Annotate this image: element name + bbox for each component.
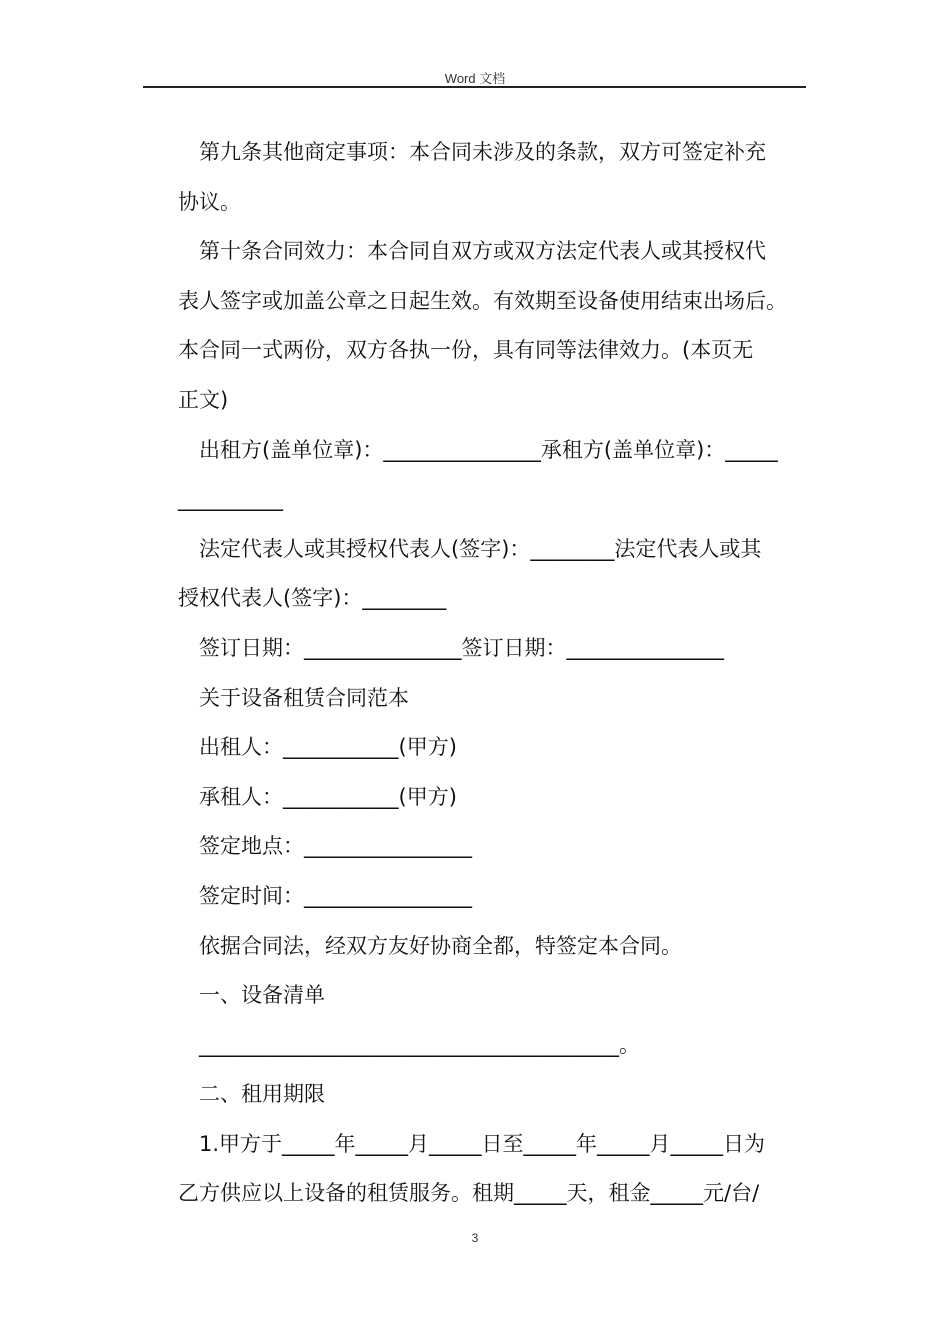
paragraph [178, 1070, 818, 1120]
text-line: 表人签字或加盖公章之日起生效。有效期至设备使用结束出场后。 [178, 288, 787, 313]
text-line: 乙方供应以上设备的租赁服务。租期_____天，租金_____元/台/ [178, 1181, 760, 1206]
text-line: 关于设备租赁合同范本 [199, 685, 409, 710]
paragraph [178, 128, 818, 227]
paragraph [178, 525, 818, 624]
paragraph [178, 1120, 818, 1219]
text-line: 二、租用期限 [199, 1082, 325, 1107]
text-line: 一、设备清单 [199, 983, 325, 1008]
text-line: 出租方(盖单位章)：_______________承租方(盖单位章)：_____ [199, 437, 778, 462]
text-line: 签订日期：_______________签订日期：_______________ [199, 635, 724, 660]
paragraph [178, 426, 818, 525]
text-line: 协议。 [178, 189, 241, 214]
text-line: 授权代表人(签字)：________ [178, 586, 447, 611]
paragraph [178, 624, 818, 674]
paragraph [178, 872, 818, 922]
page-header: Word 文档 [444, 71, 506, 86]
text-line: 第九条其他商定事项：本合同未涉及的条款，双方可签定补充 [199, 140, 766, 164]
document-body [178, 128, 818, 1219]
text-line: __________ [178, 487, 283, 512]
page-number: 3 [471, 1231, 479, 1245]
text-line: 依据合同法，经双方友好协商全都，特签定本合同。 [199, 933, 682, 958]
header-divider [143, 86, 806, 88]
text-line: 本合同一式两份，双方各执一份，具有同等法律效力。(本页无 [178, 338, 754, 363]
text-line: 签定时间：________________ [199, 883, 472, 908]
text-line: 出租人：___________(甲方) [199, 735, 457, 760]
paragraph [178, 922, 818, 972]
text-line: 1.甲方于_____年_____月_____日至_____年_____月_____日为 [199, 1131, 766, 1156]
text-line: 法定代表人或其授权代表人(签字)：________法定代表人或其 [199, 536, 762, 561]
text-line: 正文) [178, 387, 229, 412]
text-line: 承租人：___________(甲方) [199, 784, 457, 809]
paragraph [178, 822, 818, 872]
paragraph [178, 773, 818, 823]
paragraph [178, 1021, 818, 1071]
text-line: 第十条合同效力：本合同自双方或双方法定代表人或其授权代 [199, 239, 766, 264]
paragraph [178, 723, 818, 773]
text-line: 签定地点：________________ [199, 834, 472, 859]
text-line: ________________________________________。 [199, 1032, 640, 1057]
paragraph [178, 674, 818, 724]
paragraph [178, 971, 818, 1021]
paragraph [178, 227, 818, 425]
